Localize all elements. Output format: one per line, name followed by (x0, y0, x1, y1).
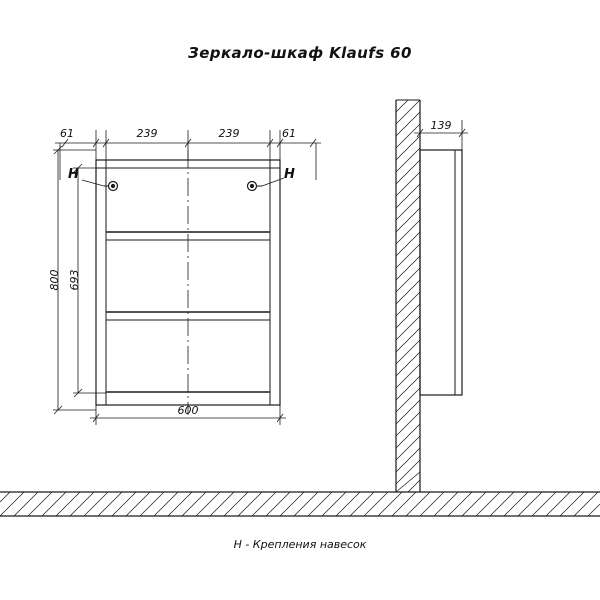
front-view (82, 150, 284, 415)
dim-depth-side: 139 (430, 119, 452, 132)
cabinet-left-panel (96, 160, 106, 405)
dim-top-left: 61 (60, 127, 74, 140)
mount-leader-right (262, 178, 284, 186)
dim-height-total: 800 (48, 269, 61, 291)
dim-top-right: 61 (282, 127, 296, 140)
dim-height-inner: 693 (68, 269, 81, 291)
mount-leader-left (82, 180, 104, 186)
mount-bracket-left-center-icon (111, 184, 114, 187)
drawing-legend: H - Крепления навесок (233, 538, 367, 551)
cabinet-side-outline (420, 150, 462, 395)
dim-top-mid-right: 239 (218, 127, 240, 140)
dim-width-bottom: 600 (177, 404, 199, 417)
floor-section (0, 492, 600, 516)
side-view (396, 100, 468, 492)
drawing-title: Зеркало-шкаф Klaufs 60 (188, 44, 412, 62)
floor-hatching (0, 492, 600, 516)
mount-bracket-right-center-icon (250, 184, 253, 187)
dim-top-mid-left: 239 (136, 127, 158, 140)
cabinet-right-panel (270, 160, 280, 405)
wall-hatching (396, 100, 420, 492)
mount-mark-right: H (284, 167, 295, 182)
mount-mark-left: H (68, 167, 79, 182)
